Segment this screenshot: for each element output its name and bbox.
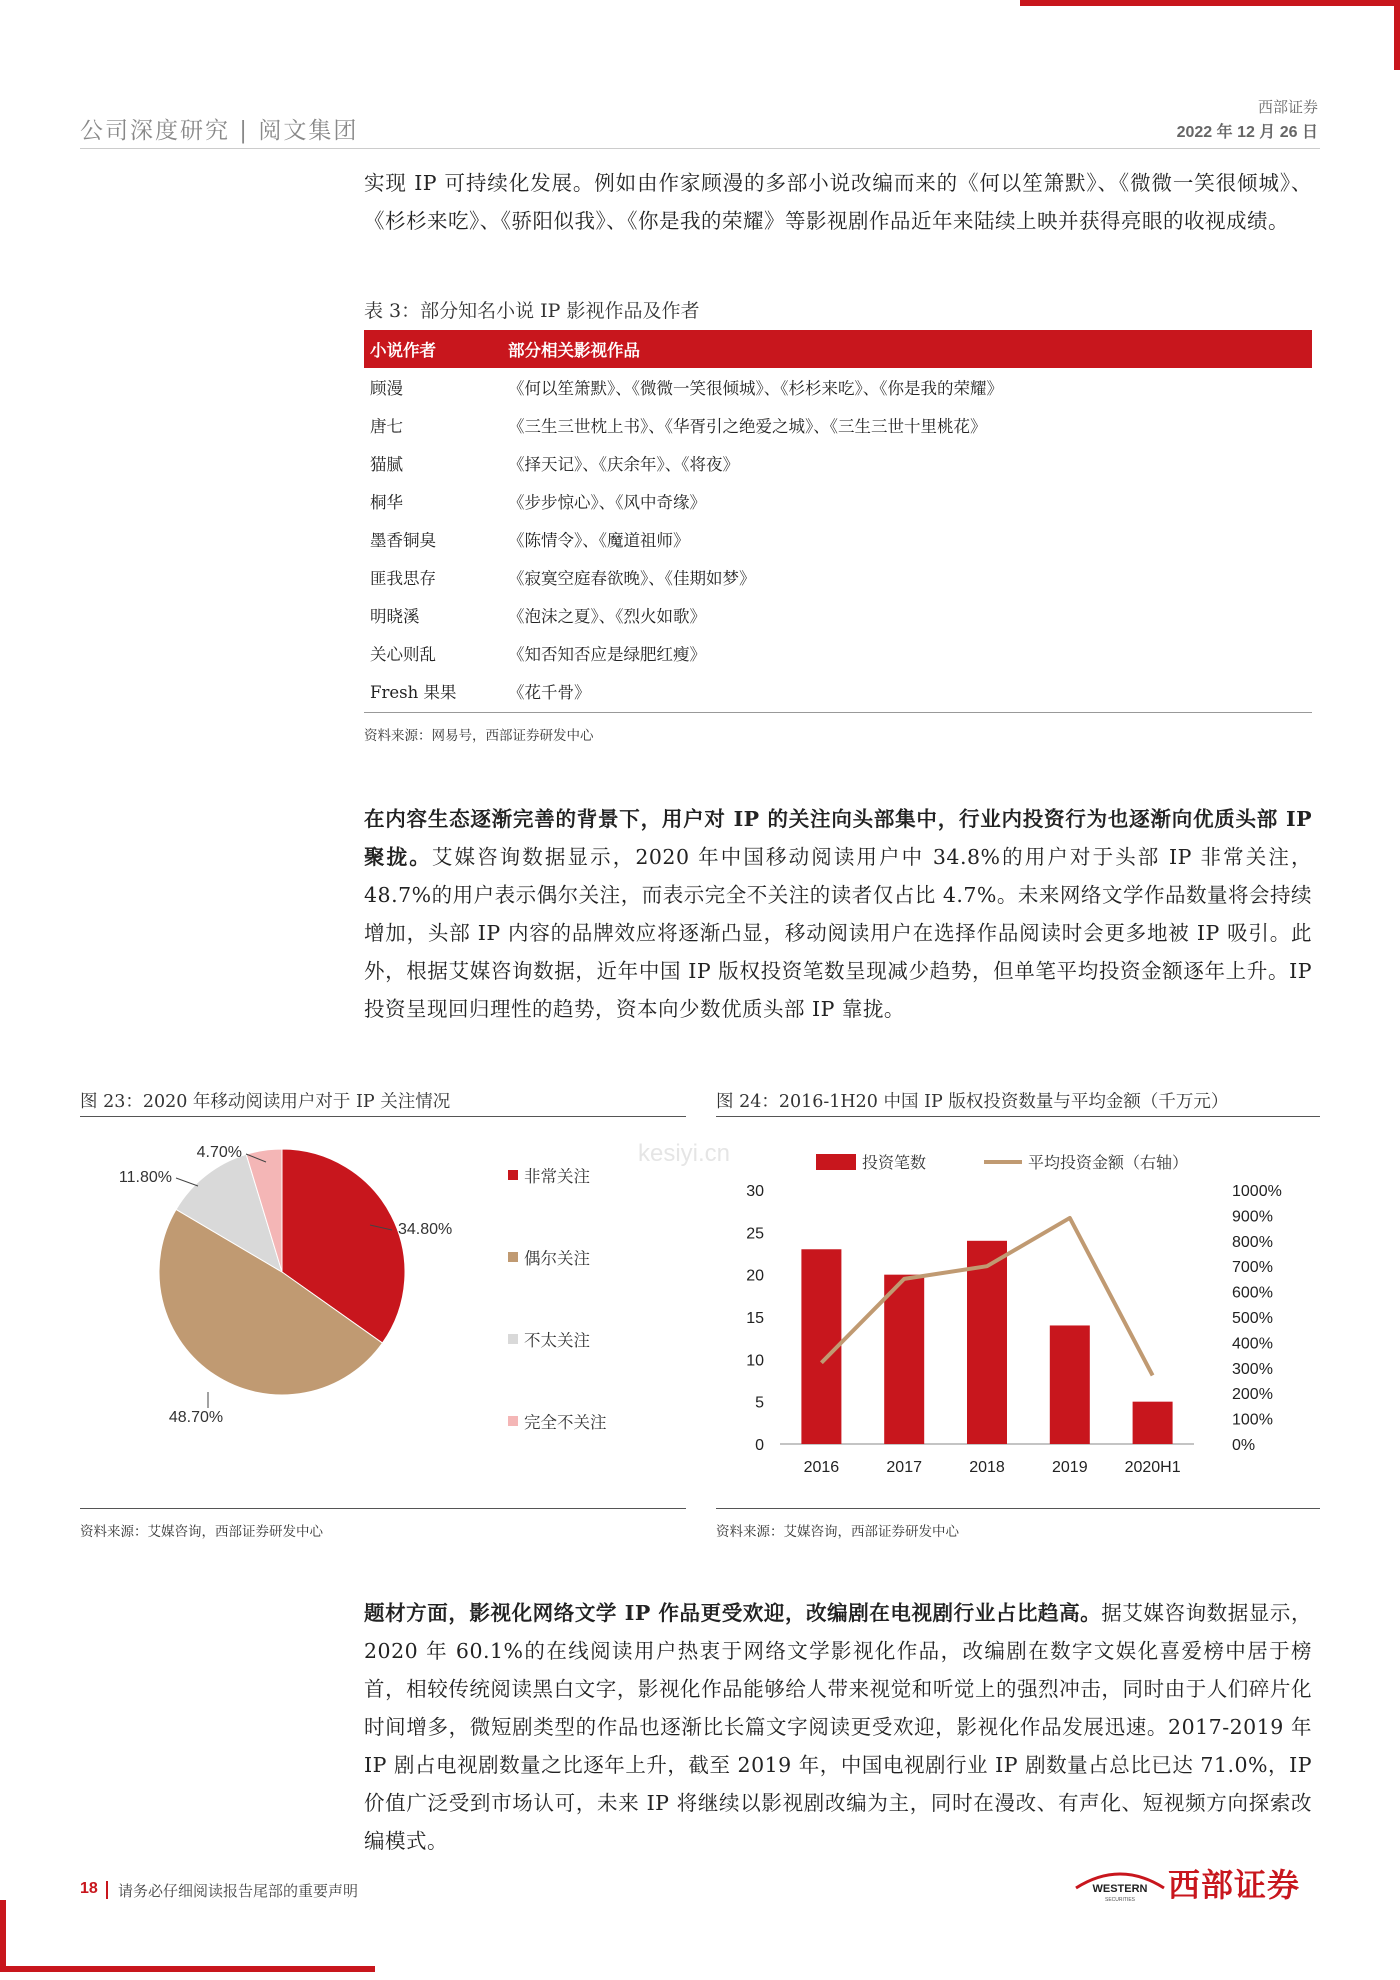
western-logo	[1072, 1862, 1168, 1902]
ip-works-table	[364, 330, 1312, 710]
corner-bar-top	[1020, 0, 1400, 6]
header-divider	[80, 148, 1320, 149]
x-axis-tick-label: 2018	[969, 1459, 1005, 1476]
table-cell-works: 《择天记》、《庆余年》、《将夜》	[508, 455, 739, 474]
attention-pie-chart	[80, 1120, 686, 1510]
pie-legend-label: 非常关注	[524, 1167, 590, 1186]
paragraph-adaptation	[364, 1594, 1312, 1860]
logo-cn: 西部证券	[1168, 1866, 1301, 1904]
figure-23-bottom-rule	[80, 1508, 686, 1509]
y2-axis-tick-label: 0%	[1232, 1437, 1256, 1454]
y2-axis-tick-label: 300%	[1232, 1360, 1273, 1378]
x-axis-tick-label: 2016	[803, 1459, 840, 1476]
x-axis-tick-label: 2017	[886, 1459, 922, 1476]
table-cell-author: 桐华	[370, 493, 403, 512]
footer-separator	[106, 1881, 108, 1899]
table-cell-author: Fresh 果果	[370, 683, 457, 702]
table-cell-works: 《陈情令》、《魔道祖师》	[508, 531, 690, 550]
table-cell-works: 《何以笙箫默》、《微微一笑很倾城》、《杉杉来吃》、《你是我的荣耀》	[508, 379, 1003, 398]
pie-legend-swatch	[508, 1334, 518, 1344]
figure-24-bottom-rule	[716, 1508, 1320, 1509]
legend-swatch-bar	[816, 1154, 856, 1170]
table-cell-author: 顾漫	[370, 379, 403, 398]
y-axis-tick-label: 30	[746, 1183, 764, 1200]
figure-24-source: 资料来源：艾媒咨询，西部证券研发中心	[716, 1524, 959, 1540]
corner-bar-top-vertical	[1394, 0, 1400, 70]
pie-legend-swatch	[508, 1416, 518, 1426]
y2-axis-tick-label: 600%	[1232, 1284, 1273, 1302]
figure-24-title: 图 24：2016-1H20 中国 IP 版权投资数量与平均金额（千万元）	[716, 1092, 1229, 1112]
table-cell-works: 《知否知否应是绿肥红瘦》	[508, 645, 706, 664]
legend-label-bar: 投资笔数	[862, 1153, 927, 1172]
x-axis-tick-label: 2019	[1052, 1459, 1088, 1476]
report-header-title: 公司深度研究 | 阅文集团	[80, 118, 359, 144]
logo-text-en: WESTERN	[1092, 1883, 1148, 1895]
table-title: 表 3：部分知名小说 IP 影视作品及作者	[364, 300, 700, 322]
y2-axis-tick-label: 900%	[1232, 1208, 1273, 1226]
table-row	[364, 672, 1312, 710]
table-row	[364, 444, 1312, 482]
y-axis-tick-label: 25	[746, 1225, 764, 1243]
table-cell-author: 唐七	[370, 417, 403, 436]
header-firm: 西部证券	[1257, 98, 1318, 116]
pie-leader-line	[176, 1178, 198, 1186]
table-cell-author: 猫腻	[370, 455, 403, 474]
pie-data-label: 11.80%	[118, 1169, 172, 1186]
table-cell-author: 关心则乱	[370, 645, 436, 664]
investment-combo-chart	[716, 1120, 1320, 1510]
bar	[884, 1275, 924, 1444]
pie-data-label: 48.70%	[168, 1409, 224, 1426]
y-axis-tick-label: 15	[746, 1310, 764, 1327]
x-axis-tick-label: 2020H1	[1124, 1459, 1181, 1476]
figure-23-source: 资料来源：艾媒咨询，西部证券研发中心	[80, 1524, 323, 1540]
y-axis-tick-label: 20	[746, 1267, 764, 1285]
y-axis-tick-label: 5	[755, 1394, 764, 1412]
table-cell-author: 明晓溪	[370, 607, 420, 626]
report-header-meta	[1177, 96, 1318, 142]
paragraph-ip-focus-lead: 在内容生态逐渐完善的背景下，用户对 IP 的关注向头部集中，行业内投资行为也逐渐向优质头部 IP 聚拢。	[364, 807, 1312, 869]
y2-axis-tick-label: 800%	[1232, 1233, 1273, 1251]
logo-text-sub: SECURITIES	[1104, 1897, 1136, 1902]
figure-23-top-rule	[80, 1116, 686, 1117]
table-header-works: 部分相关影视作品	[502, 330, 1312, 368]
y2-axis-tick-label: 700%	[1232, 1259, 1273, 1277]
y2-axis-tick-label: 100%	[1232, 1411, 1273, 1429]
page-number: 18	[80, 1880, 98, 1897]
table-header-row	[364, 330, 1312, 368]
figure-24-top-rule	[716, 1116, 1320, 1117]
corner-bar-bottom-vertical	[0, 1900, 6, 1972]
y2-axis-tick-label: 1000%	[1232, 1183, 1282, 1200]
y2-axis-tick-label: 500%	[1232, 1310, 1273, 1327]
table-cell-works: 《步步惊心》、《风中奇缘》	[508, 493, 706, 512]
pie-data-label: 34.80%	[398, 1221, 453, 1238]
legend-label-line: 平均投资金额（右轴）	[1028, 1153, 1189, 1172]
paragraph-adaptation-lead: 题材方面，影视化网络文学 IP 作品更受欢迎，改编剧在电视剧行业占比趋高。	[364, 1601, 1102, 1625]
table-row	[364, 406, 1312, 444]
table-row	[364, 520, 1312, 558]
table-header-author: 小说作者	[364, 330, 502, 368]
y2-axis-tick-label: 200%	[1232, 1386, 1273, 1404]
y2-axis-tick-label: 400%	[1232, 1335, 1273, 1353]
pie-legend-swatch	[508, 1252, 518, 1262]
pie-data-label: 4.70%	[196, 1144, 242, 1161]
footer-notice: 请务必仔细阅读报告尾部的重要声明	[118, 1882, 359, 1900]
bar	[1050, 1325, 1090, 1444]
y-axis-tick-label: 0	[755, 1437, 764, 1454]
table-cell-works: 《寂寞空庭春欲晚》、《佳期如梦》	[508, 569, 756, 588]
table-row	[364, 558, 1312, 596]
table-row	[364, 634, 1312, 672]
bar	[967, 1241, 1007, 1444]
table-row	[364, 368, 1312, 406]
corner-bar-bottom	[0, 1966, 375, 1972]
table-row	[364, 596, 1312, 634]
paragraph-ip-focus	[364, 800, 1312, 1028]
table-cell-works: 《花千骨》	[508, 683, 591, 702]
paragraph-intro: 实现 IP 可持续化发展。例如由作家顾漫的多部小说改编而来的《何以笙箫默》、《微微一笑很倾城》、《杉杉来吃》、《骄阳似我》、《你是我的荣耀》等影视剧作品近年来陆续上映并获得亮眼的收视成绩。	[364, 171, 1312, 233]
bar	[1133, 1402, 1173, 1444]
header-date: 2022 年 12 月 26 日	[1176, 124, 1318, 141]
table-row	[364, 482, 1312, 520]
table-source: 资料来源：网易号，西部证券研发中心	[364, 728, 594, 744]
figure-23-title: 图 23：2020 年移动阅读用户对于 IP 关注情况	[80, 1092, 451, 1112]
table-cell-author: 匪我思存	[370, 569, 436, 588]
paragraph-adaptation-body: 据艾媒咨询数据显示，2020 年 60.1%的在线阅读用户热衷于网络文学影视化作品，改编剧在数字文娱化喜爱榜中居于榜首，相较传统阅读黑白文字，影视化作品能够给人带来视觉和听觉上的强烈冲击，同时由于人们碎片化时间增多，微短剧类型的作品也逐渐比长篇文字阅读更受欢迎，影视化作品发展迅速。2017-2019 年 IP 剧占电视剧数量之比逐年上升，截至 2019 年，中国电视剧行业 IP 剧数量占总比已达 71.0%，IP 价值广泛受到市场认可，未来 IP 将继续以影视剧改编为主，同时在漫改、有声化、短视频方向探索改编模式。	[364, 1601, 1312, 1853]
pie-legend-label: 完全不关注	[524, 1413, 607, 1432]
table-bottom-rule	[364, 712, 1312, 713]
pie-legend-swatch	[508, 1170, 518, 1180]
table-cell-works: 《泡沫之夏》、《烈火如歌》	[508, 607, 706, 626]
pie-legend-label: 偶尔关注	[524, 1249, 590, 1268]
pie-legend-label: 不太关注	[524, 1331, 590, 1350]
table-cell-works: 《三生三世枕上书》、《华胥引之绝爱之城》、《三生三世十里桃花》	[508, 417, 987, 436]
table-cell-author: 墨香铜臭	[370, 531, 436, 550]
y-axis-tick-label: 10	[746, 1352, 764, 1370]
paragraph-ip-focus-body: 艾媒咨询数据显示，2020 年中国移动阅读用户中 34.8%的用户对于头部 IP 非常关注，48.7%的用户表示偶尔关注，而表示完全不关注的读者仅占比 4.7%。未来网络文学作品数量将会持续增加，头部 IP 内容的品牌效应将逐渐凸显，移动阅读用户在选择作品阅读时会更多地被 IP 吸引。此外，根据艾媒咨询数据，近年中国 IP 版权投资笔数呈现减少趋势，但单笔平均投资金额逐年上升。IP 投资呈现回归理性的趋势，资本向少数优质头部 IP 靠拢。	[364, 845, 1313, 1021]
watermark-text: kesiyi.cn	[638, 1140, 731, 1167]
